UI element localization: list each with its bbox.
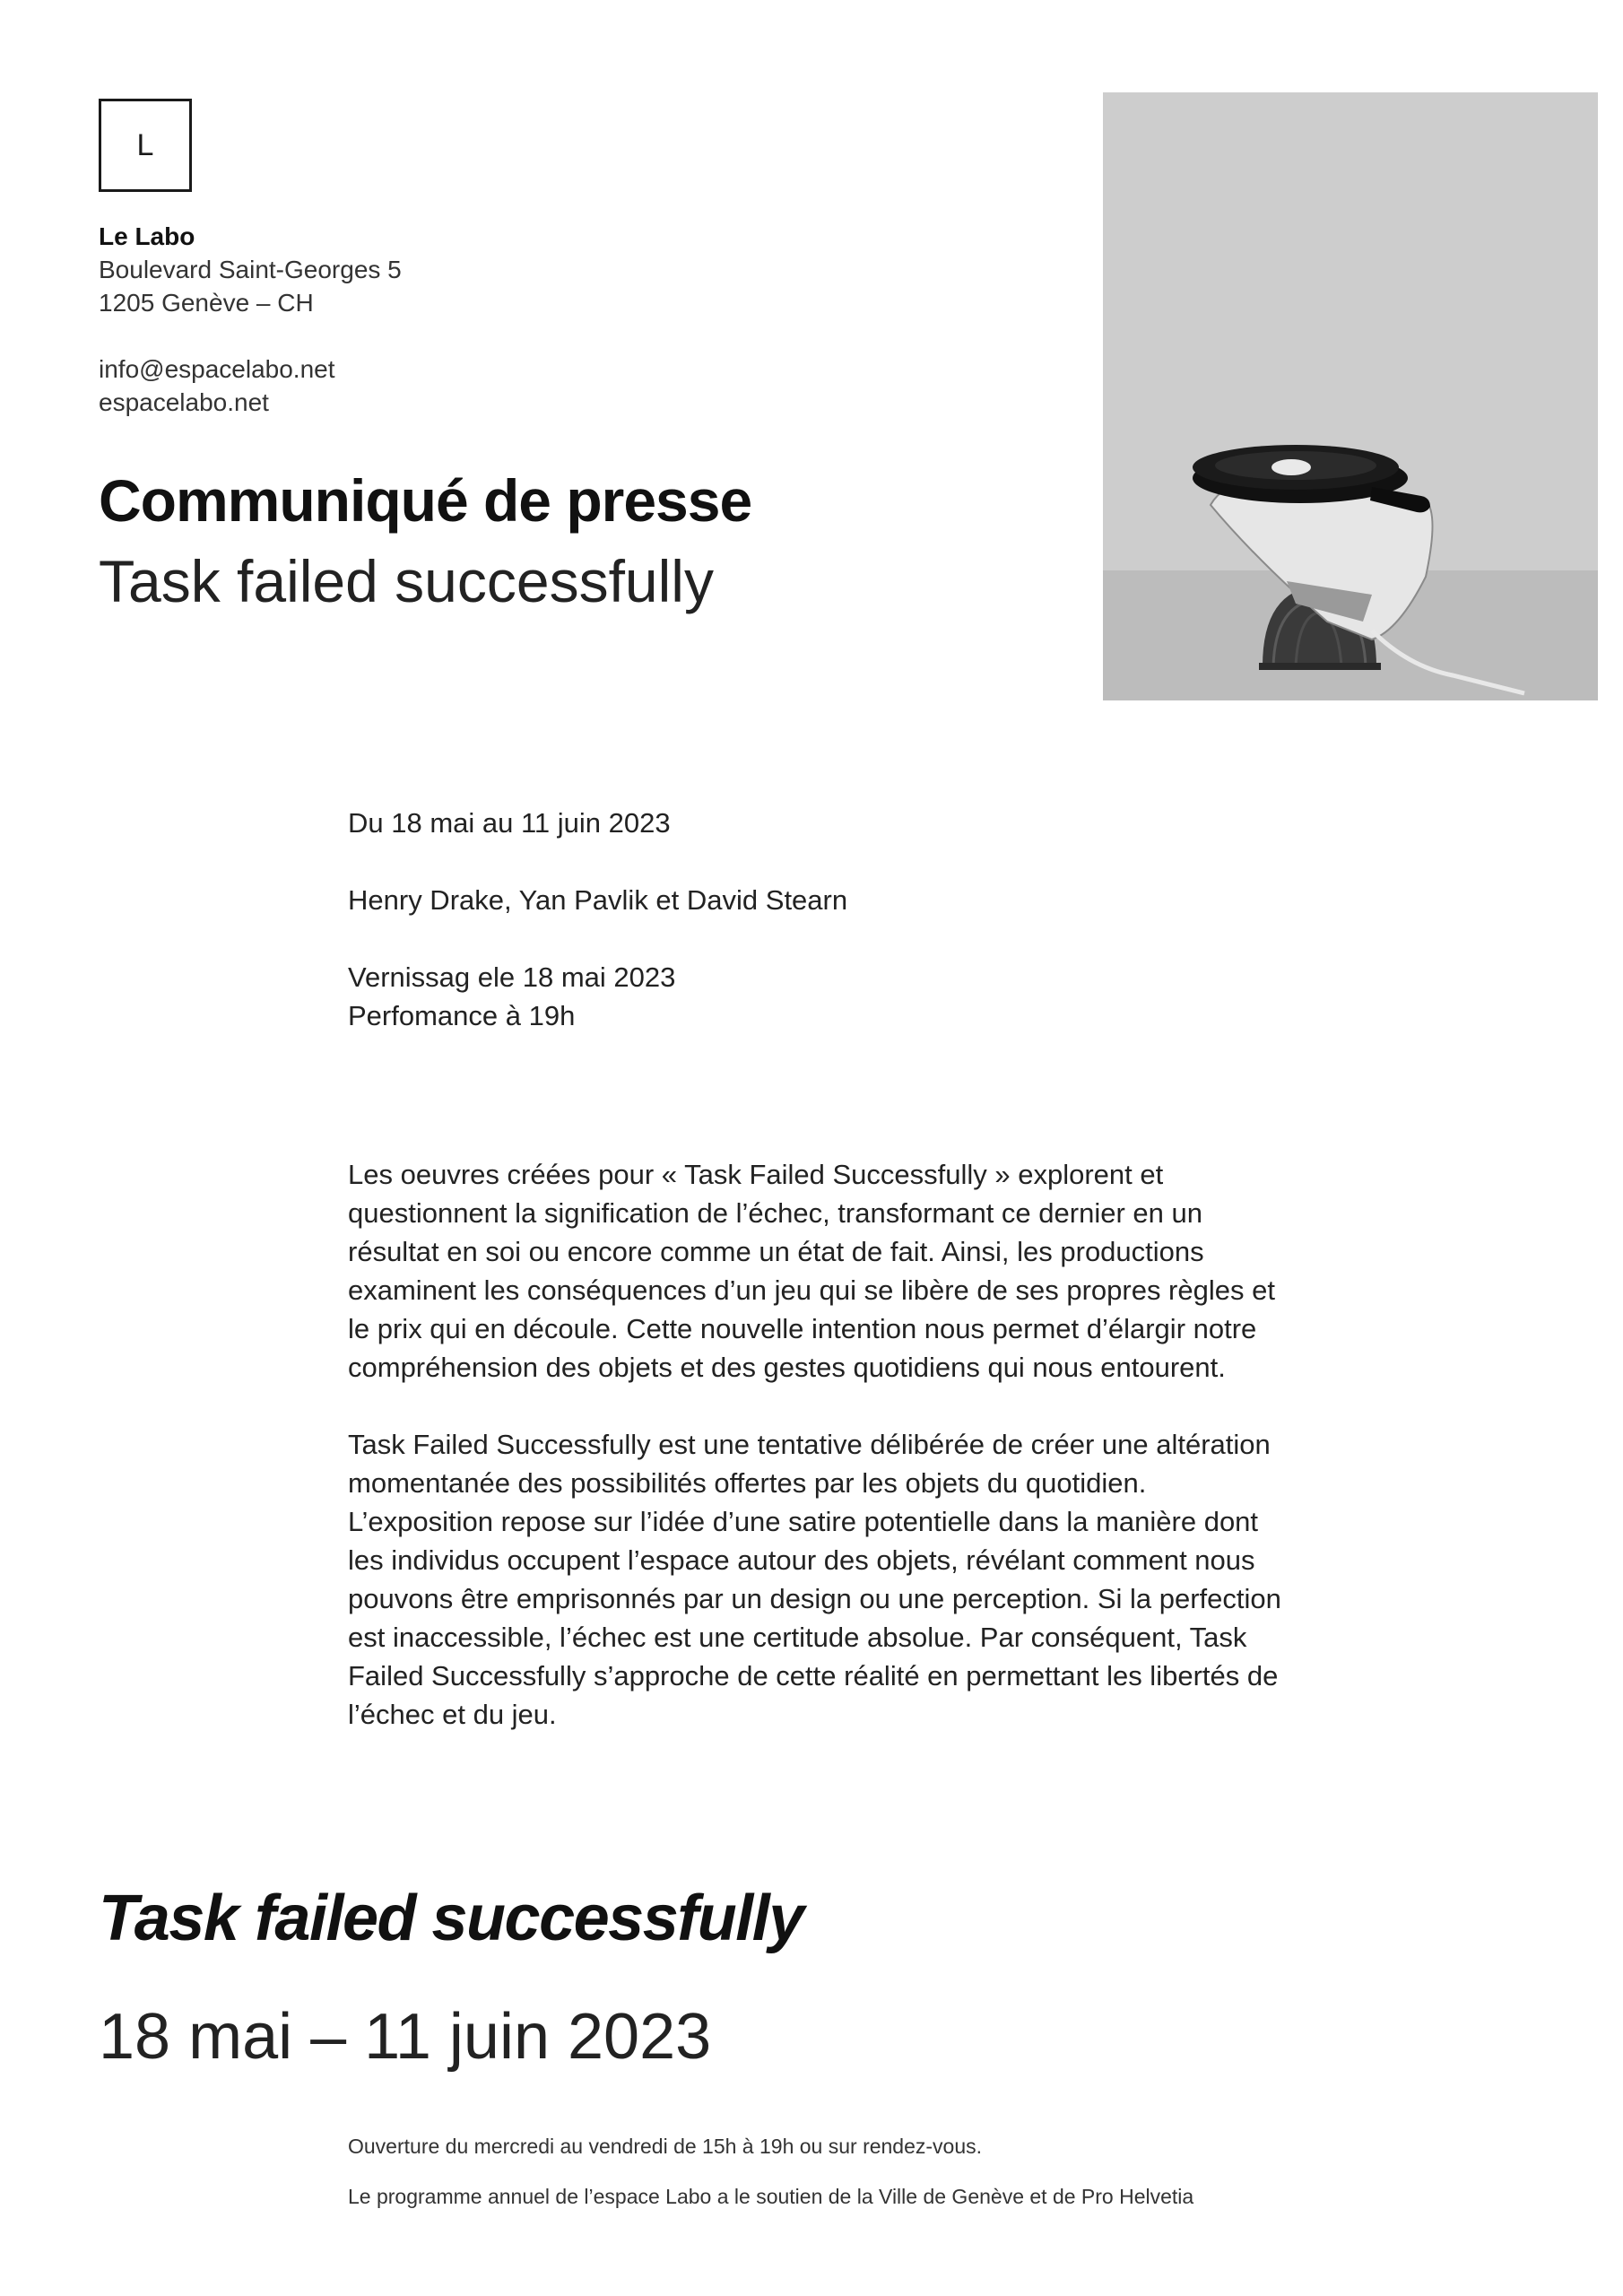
paragraph-2-line: momentanée des possibilités offertes par les objets du quotidien. — [348, 1467, 1147, 1499]
paragraph-2-line: est inaccessible, l’échec est une certitude absolue. Par conséquent, Task — [348, 1622, 1247, 1653]
exhibition-info — [348, 804, 847, 1035]
page-title: Communiqué de presse — [99, 467, 752, 534]
support-note: Le programme annuel de l’espace Labo a le soutien de la Ville de Genève et de Pro Helvetia — [348, 2185, 1194, 2208]
footer — [348, 2132, 1193, 2232]
paragraph-2-line: L’exposition repose sur l’idée d’une satire potentielle dans la manière dont — [348, 1506, 1259, 1537]
paragraph-2-line: l’échec et du jeu. — [348, 1699, 557, 1730]
press-release-body — [348, 1155, 1343, 1772]
contact-website[interactable]: espacelabo.net — [99, 388, 269, 416]
paragraph-1-line: compréhension des objets et des gestes quotidiens qui nous entourent. — [348, 1352, 1226, 1383]
paragraph-2-line: pouvons être emprisonnés par un design ou une perception. Si la perfection — [348, 1583, 1281, 1614]
paragraph-1-line: questionnent la signification de l’échec, transformant ce dernier en un — [348, 1197, 1202, 1229]
logo-letter: L — [136, 127, 154, 162]
address-city: 1205 Genève – CH — [99, 289, 314, 317]
exhibition-title: Task failed successfully — [99, 1883, 803, 1954]
logo — [99, 99, 192, 192]
exhibition-date-range: 18 mai – 11 juin 2023 — [99, 2001, 712, 2073]
page-subtitle: Task failed successfully — [99, 548, 714, 614]
paragraph-2-line: Failed Successfully s’approche de cette réalité en permettant les libertés de — [348, 1660, 1279, 1692]
exhibition-photo — [1103, 92, 1598, 700]
vernissage-date: Vernissag ele 18 mai 2023 — [348, 961, 676, 993]
paragraph-2-line: Task Failed Successfully est une tentative délibérée de créer une altération — [348, 1429, 1271, 1460]
photo-illustration — [1103, 92, 1598, 700]
paragraph-1-line: résultat en soi ou encore comme un état de fait. Ainsi, les productions — [348, 1236, 1204, 1267]
paragraph-2-line: les individus occupent l’espace autour des objets, révélant comment nous — [348, 1544, 1255, 1576]
paragraph-1-line: Les oeuvres créées pour « Task Failed Successfully » explorent et — [348, 1159, 1164, 1190]
paragraph-1-line: le prix qui en découle. Cette nouvelle intention nous permet d’élargir notre — [348, 1313, 1257, 1344]
contact-email[interactable]: info@espacelabo.net — [99, 355, 335, 383]
opening-hours: Ouverture du mercredi au vendredi de 15h à 19h ou sur rendez-vous. — [348, 2135, 983, 2158]
exhibition-artists: Henry Drake, Yan Pavlik et David Stearn — [348, 884, 848, 916]
paragraph-1-line: examinent les conséquences d’un jeu qui se libère de ses propres règles et — [348, 1274, 1275, 1306]
paragraph-2 — [348, 1425, 1343, 1734]
paragraph-1 — [348, 1155, 1343, 1387]
performance-time: Perfomance à 19h — [348, 1000, 576, 1031]
address-block — [99, 220, 402, 419]
exhibition-dates: Du 18 mai au 11 juin 2023 — [348, 807, 671, 839]
organization-name: Le Labo — [99, 222, 195, 250]
address-street: Boulevard Saint-Georges 5 — [99, 256, 402, 283]
